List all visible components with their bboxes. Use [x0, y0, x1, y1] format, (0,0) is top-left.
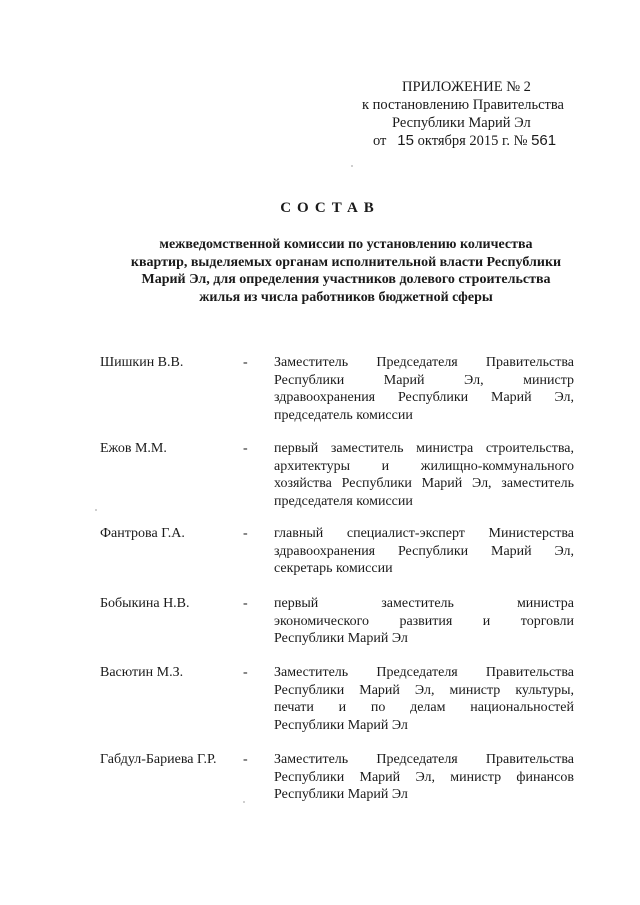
member-entry [100, 354, 580, 423]
subtitle-line: жилья из числа работников бюджетной сферы [199, 289, 493, 305]
role-line: архитектуры и жилищно-коммунального [274, 458, 574, 474]
subtitle-line: Марий Эл, для определения участников долевого строительства [141, 272, 551, 287]
role-line: Республики Марий Эл, министр финансов [274, 769, 574, 785]
role-line: председателя комиссии [274, 493, 413, 509]
member-role [274, 354, 574, 424]
member-role [274, 664, 574, 734]
scan-speck [351, 165, 353, 167]
role-line: печати и по делам национальностей [274, 700, 574, 715]
member-role [274, 751, 574, 804]
role-line: секретарь комиссии [274, 561, 393, 576]
role-line: первый заместитель министра строительства, [274, 441, 574, 456]
role-line: хозяйства Республики Марий Эл, заместитель [274, 476, 574, 491]
role-line: первый заместитель министра [274, 596, 574, 611]
member-name: Ежов М.М. [100, 441, 167, 456]
appendix-header [340, 78, 600, 150]
subtitle-line: квартир, выделяемых органам исполнительной власти Республики [130, 254, 562, 270]
member-entry [100, 751, 580, 802]
member-entry [100, 525, 580, 576]
member-dash: - [243, 526, 248, 541]
date-rest: октября 2015 г. № [417, 133, 528, 149]
member-name: Васютин М.З. [100, 665, 184, 680]
member-role [274, 440, 574, 510]
member-role [274, 595, 574, 648]
member-dash: - [243, 596, 248, 611]
role-line: экономического развития и торговли [274, 613, 574, 629]
scan-speck [243, 801, 245, 803]
role-line: здравоохранения Республики Марий Эл, [274, 390, 574, 405]
role-line: Республики Марий Эл [274, 631, 408, 646]
subtitle-line: межведомственной комиссии по установлению количества [159, 237, 533, 252]
member-name: Шишкин В.В. [100, 355, 184, 370]
resolution-number: 561 [531, 132, 557, 149]
member-dash: - [243, 441, 248, 456]
appendix-number: ПРИЛОЖЕНИЕ № 2 [402, 79, 531, 95]
role-line: главный специалист-эксперт Министерства [274, 526, 574, 541]
member-dash: - [243, 665, 248, 680]
member-dash: - [243, 752, 248, 767]
role-line: Заместитель Председателя Правительства [274, 355, 574, 370]
date-day: 15 [397, 132, 414, 149]
role-line: Заместитель Председателя Правительства [274, 752, 574, 767]
republic-name: Республики Марий Эл [392, 115, 531, 131]
member-name: Фантрова Г.А. [100, 526, 185, 541]
member-entry [100, 595, 580, 646]
role-line: Республики Марий Эл [274, 717, 408, 733]
resolution-reference: к постановлению Правительства [362, 97, 564, 113]
date-prefix: от [373, 133, 387, 149]
member-entry [100, 664, 580, 733]
role-line: здравоохранения Республики Марий Эл, [274, 543, 574, 559]
member-entry [100, 440, 580, 509]
member-name: Габдул-Бариева Г.Р. [100, 752, 217, 767]
role-line: Республики Марий Эл, министр [274, 372, 574, 388]
role-line: Республики Марий Эл, министр культуры, [274, 682, 574, 698]
member-role [274, 525, 574, 578]
document-subtitle [102, 236, 590, 306]
member-dash: - [243, 355, 248, 370]
scan-speck [95, 509, 97, 511]
member-name: Бобыкина Н.В. [100, 596, 190, 611]
resolution-date [340, 132, 600, 150]
role-line: председатель комиссии [274, 407, 413, 423]
document-title: СОСТАВ [280, 200, 380, 216]
role-line: Заместитель Председателя Правительства [274, 665, 574, 680]
role-line: Республики Марий Эл [274, 787, 408, 802]
